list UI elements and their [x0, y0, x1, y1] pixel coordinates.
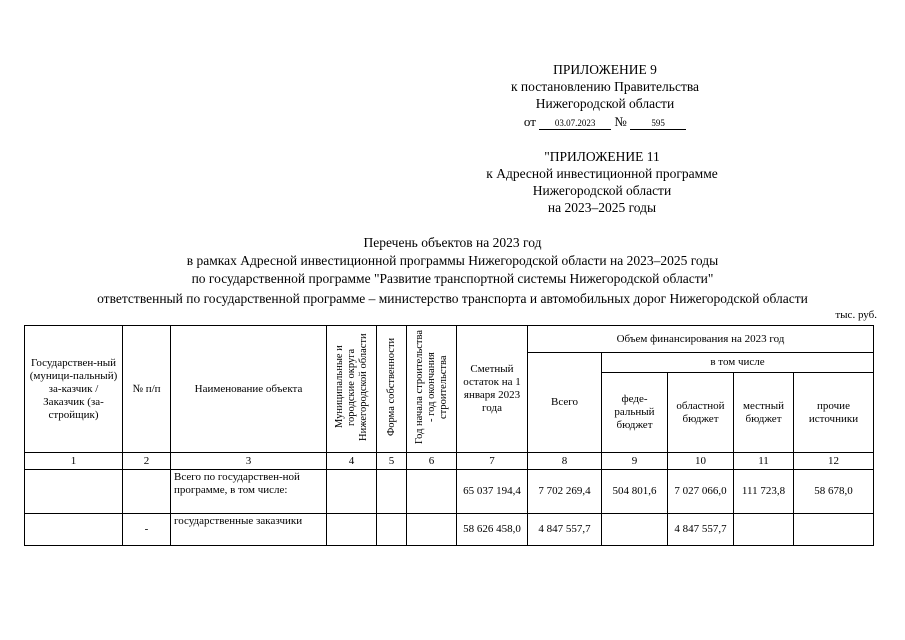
cell-municipal	[327, 470, 377, 514]
col-number: 9	[602, 453, 668, 470]
cell-remaining: 65 037 194,4	[457, 470, 528, 514]
header-ownership-text: Форма собственности	[385, 337, 397, 437]
cell-name: Всего по государствен-ной программе, в том числе:	[171, 470, 327, 514]
cell-local	[734, 514, 794, 546]
cell-municipal	[327, 514, 377, 546]
doc-title-line4: ответственный по государственной программе – министерство транспорта и автомобильных дорог Нижегородской области	[97, 291, 808, 306]
header-regional: областной бюджет	[668, 373, 734, 453]
appendix11-line2: Нижегородской области	[532, 183, 672, 198]
cell-federal	[602, 514, 668, 546]
cell-num: -	[123, 514, 171, 546]
cell-customer	[25, 514, 123, 546]
header-ownership	[377, 326, 407, 453]
header-funding: Объем финансирования на 2023 год	[528, 326, 874, 353]
appendix11-line3: на 2023–2025 годы	[547, 200, 657, 215]
cell-num	[123, 470, 171, 514]
col-number: 5	[377, 453, 407, 470]
cell-local: 111 723,8	[734, 470, 794, 514]
cell-regional: 7 027 066,0	[668, 470, 734, 514]
header-local: местный бюджет	[734, 373, 794, 453]
cell-federal: 504 801,6	[602, 470, 668, 514]
cell-total: 4 847 557,7	[528, 514, 602, 546]
col-number: 1	[25, 453, 123, 470]
header-row-1	[25, 326, 874, 353]
header-num: № п/п	[123, 326, 171, 453]
header-municipal-text: Муниципальные и городские округа Нижегородской области	[333, 333, 369, 441]
table-row-total	[25, 470, 874, 514]
cell-years	[407, 514, 457, 546]
appendix9-line2: Нижегородской области	[535, 96, 675, 111]
appendix9-date-line	[460, 113, 750, 130]
units-label: тыс. руб.	[835, 309, 877, 321]
col-number: 12	[794, 453, 874, 470]
col-number: 6	[407, 453, 457, 470]
col-number: 3	[171, 453, 327, 470]
cell-remaining: 58 626 458,0	[457, 514, 528, 546]
cell-regional: 4 847 557,7	[668, 514, 734, 546]
decree-number: 595	[630, 117, 686, 130]
header-name: Наименование объекта	[171, 326, 327, 453]
header-customer: Государствен-ный (муници-пальный) за-казчик / Заказчик (за-стройщик)	[25, 326, 123, 453]
objects-table	[24, 325, 874, 546]
column-numbers-row	[25, 453, 874, 470]
cell-ownership	[377, 514, 407, 546]
header-remaining: Сметный остаток на 1 января 2023 года	[457, 326, 528, 453]
header-years-text: Год начала строительства - год окончания строительства	[413, 330, 449, 444]
header-other: прочие источники	[794, 373, 874, 453]
doc-title-line3: по государственной программе "Развитие транспортной системы Нижегородской области"	[191, 271, 714, 286]
appendix11-line1: к Адресной инвестиционной программе	[486, 166, 718, 181]
appendix9-line1: к постановлению Правительства	[510, 79, 700, 94]
col-number: 2	[123, 453, 171, 470]
table-row-state-customers	[25, 514, 874, 546]
header-including: в том числе	[602, 353, 874, 373]
number-label: №	[614, 114, 627, 129]
decree-date: 03.07.2023	[539, 117, 611, 130]
cell-ownership	[377, 470, 407, 514]
header-federal: феде-ральный бюджет	[602, 373, 668, 453]
header-total: Всего	[528, 353, 602, 453]
cell-other	[794, 514, 874, 546]
appendix9-title: ПРИЛОЖЕНИЕ 9	[553, 62, 657, 77]
appendix11-title: "ПРИЛОЖЕНИЕ 11	[544, 149, 660, 164]
header-municipal	[327, 326, 377, 453]
col-number: 10	[668, 453, 734, 470]
header-years	[407, 326, 457, 453]
cell-name: государственные заказчики	[171, 514, 327, 546]
cell-customer	[25, 470, 123, 514]
cell-other: 58 678,0	[794, 470, 874, 514]
col-number: 4	[327, 453, 377, 470]
cell-total: 7 702 269,4	[528, 470, 602, 514]
col-number: 11	[734, 453, 794, 470]
col-number: 8	[528, 453, 602, 470]
cell-years	[407, 470, 457, 514]
doc-title-line2: в рамках Адресной инвестиционной программы Нижегородской области на 2023–2025 годы	[186, 253, 719, 268]
from-label: от	[523, 114, 536, 129]
doc-title-line1: Перечень объектов на 2023 год	[363, 235, 542, 250]
col-number: 7	[457, 453, 528, 470]
